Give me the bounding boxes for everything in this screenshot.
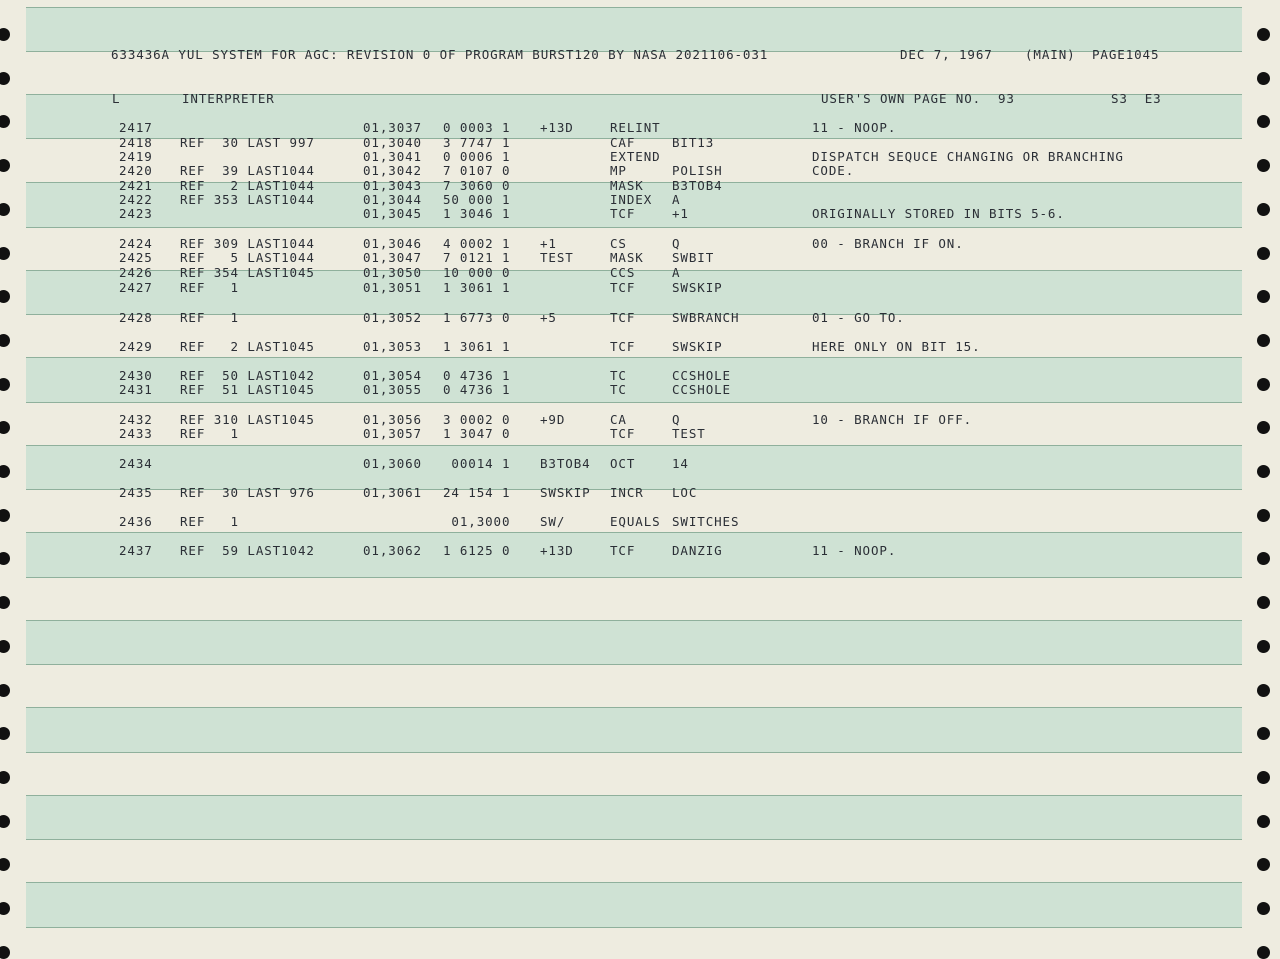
- header-title: 633436A YUL SYSTEM FOR AGC: REVISION 0 OF PROGRAM BURST120 BY NASA 2021106-031: [111, 47, 769, 62]
- listing-ref: REF 5 LAST1044: [180, 250, 315, 265]
- sprocket-hole-icon: [0, 727, 10, 740]
- sprocket-hole-icon: [1257, 552, 1270, 565]
- listing-comment: HERE ONLY ON BIT 15.: [812, 339, 981, 354]
- sprocket-hole-icon: [0, 290, 10, 303]
- listing-operand: CCSHOLE: [672, 368, 731, 383]
- listing-operand: TEST: [672, 426, 706, 441]
- listing-line: 2423: [119, 206, 153, 221]
- listing-operand: SWSKIP: [672, 280, 723, 295]
- listing-word: 4 0002 1: [443, 236, 511, 251]
- sprocket-hole-icon: [0, 334, 10, 347]
- listing-word: 7 0121 1: [443, 250, 511, 265]
- listing-addr: 01,3057: [363, 426, 422, 441]
- sprocket-hole-icon: [0, 28, 10, 41]
- listing-word: 1 6125 0: [443, 543, 511, 558]
- sprocket-hole-icon: [0, 771, 10, 784]
- sprocket-hole-icon: [0, 552, 10, 565]
- listing-word: 1 3047 0: [443, 426, 511, 441]
- listing-op: CS: [610, 236, 627, 251]
- sprocket-hole-icon: [0, 858, 10, 871]
- listing-word: 50 000 1: [443, 192, 511, 207]
- listing-line: 2428: [119, 310, 153, 325]
- listing-word: 24 154 1: [443, 485, 511, 500]
- listing-op: TC: [610, 382, 627, 397]
- listing-operand: B3TOB4: [672, 178, 723, 193]
- listing-ref: REF 353 LAST1044: [180, 192, 315, 207]
- listing-operand: SWBIT: [672, 250, 715, 265]
- listing-line: 2429: [119, 339, 153, 354]
- sprocket-hole-icon: [0, 465, 10, 478]
- sprocket-hole-icon: [0, 640, 10, 653]
- listing-label: B3TOB4: [540, 456, 591, 471]
- sprocket-hole-icon: [0, 378, 10, 391]
- sprocket-hole-icon: [1257, 72, 1270, 85]
- listing-addr: 01,3040: [363, 135, 422, 150]
- sprocket-hole-icon: [1257, 771, 1270, 784]
- listing-op: TCF: [610, 543, 636, 558]
- listing-op: CCS: [610, 265, 636, 280]
- listing-ref: REF 310 LAST1045: [180, 412, 315, 427]
- listing-ref: REF 39 LAST1044: [180, 163, 315, 178]
- listing-word: 0 0006 1: [443, 149, 511, 164]
- listing-operand: BIT13: [672, 135, 715, 150]
- listing-ref: REF 50 LAST1042: [180, 368, 315, 383]
- sprocket-hole-icon: [1257, 727, 1270, 740]
- sprocket-hole-icon: [0, 684, 10, 697]
- sprocket-hole-icon: [1257, 509, 1270, 522]
- listing-ref: REF 59 LAST1042: [180, 543, 315, 558]
- listing-addr: 01,3042: [363, 163, 422, 178]
- listing-label: TEST: [540, 250, 574, 265]
- listing-operand: SWITCHES: [672, 514, 740, 529]
- listing-operand: DANZIG: [672, 543, 723, 558]
- user-page-number: USER'S OWN PAGE NO. 93: [821, 91, 1015, 106]
- listing-word: 7 0107 0: [443, 163, 511, 178]
- listing-operand: CCSHOLE: [672, 382, 731, 397]
- listing-word: 0 4736 1: [443, 382, 511, 397]
- listing-op: TCF: [610, 310, 636, 325]
- sprocket-hole-icon: [0, 946, 10, 959]
- listing-addr: 01,3052: [363, 310, 422, 325]
- listing-word: 10 000 0: [443, 265, 511, 280]
- listing-word: 7 3060 0: [443, 178, 511, 193]
- sprocket-hole-icon: [0, 203, 10, 216]
- listing-addr: 01,3037: [363, 120, 422, 135]
- listing-addr: 01,3044: [363, 192, 422, 207]
- listing-op: TCF: [610, 280, 636, 295]
- sprocket-hole-icon: [0, 509, 10, 522]
- listing-label: +13D: [540, 543, 574, 558]
- listing-line: 2424: [119, 236, 153, 251]
- listing-word: 1 3046 1: [443, 206, 511, 221]
- section-name: INTERPRETER: [182, 91, 275, 106]
- sprocket-hole-icon: [0, 247, 10, 260]
- sprocket-hole-icon: [1257, 115, 1270, 128]
- listing-addr: 01,3060: [363, 456, 422, 471]
- listing-label: SWSKIP: [540, 485, 591, 500]
- green-bar-band: [26, 620, 1242, 665]
- sprocket-hole-icon: [0, 72, 10, 85]
- listing-label: +5: [540, 310, 557, 325]
- listing-addr: 01,3050: [363, 265, 422, 280]
- listing-op: INDEX: [610, 192, 653, 207]
- listing-line: 2426: [119, 265, 153, 280]
- listing-line: 2434: [119, 456, 153, 471]
- listing-label: +1: [540, 236, 557, 251]
- sprocket-hole-icon: [0, 115, 10, 128]
- sprocket-hole-icon: [0, 159, 10, 172]
- sprocket-hole-icon: [0, 421, 10, 434]
- listing-line: 2433: [119, 426, 153, 441]
- listing-ref: REF 1: [180, 310, 239, 325]
- listing-addr: 01,3055: [363, 382, 422, 397]
- listing-op: INCR: [610, 485, 644, 500]
- sprocket-hole-icon: [1257, 421, 1270, 434]
- sprocket-hole-icon: [1257, 159, 1270, 172]
- listing-comment: ORIGINALLY STORED IN BITS 5-6.: [812, 206, 1065, 221]
- listing-ref: REF 1: [180, 280, 239, 295]
- green-bar-band: [26, 7, 1242, 52]
- sprocket-hole-icon: [1257, 858, 1270, 871]
- listing-line: 2437: [119, 543, 153, 558]
- sprocket-hole-icon: [1257, 684, 1270, 697]
- listing-line: 2430: [119, 368, 153, 383]
- listing-line: 2436: [119, 514, 153, 529]
- listing-ref: REF 30 LAST 997: [180, 135, 315, 150]
- listing-addr: 01,3051: [363, 280, 422, 295]
- listing-op: TCF: [610, 339, 636, 354]
- listing-line: 2425: [119, 250, 153, 265]
- listing-operand: LOC: [672, 485, 698, 500]
- listing-addr: 01,3062: [363, 543, 422, 558]
- sprocket-hole-icon: [1257, 465, 1270, 478]
- listing-ref: REF 1: [180, 426, 239, 441]
- listing-line: 2418: [119, 135, 153, 150]
- listing-op: RELINT: [610, 120, 661, 135]
- listing-operand: A: [672, 265, 681, 280]
- header-date: DEC 7, 1967: [900, 47, 993, 62]
- header-page: PAGE1045: [1092, 47, 1160, 62]
- listing-operand: SWBRANCH: [672, 310, 740, 325]
- listing-comment: CODE.: [812, 163, 855, 178]
- listing-ref: REF 30 LAST 976: [180, 485, 315, 500]
- listing-op: CAF: [610, 135, 636, 150]
- listing-op: TCF: [610, 426, 636, 441]
- listing-addr: 01,3046: [363, 236, 422, 251]
- header-main: (MAIN): [1025, 47, 1076, 62]
- listing-ref: REF 354 LAST1045: [180, 265, 315, 280]
- listing-comment: 11 - NOOP.: [812, 543, 897, 558]
- green-bar-band: [26, 795, 1242, 840]
- listing-addr: 01,3045: [363, 206, 422, 221]
- listing-addr: 01,3041: [363, 149, 422, 164]
- listing-comment: 00 - BRANCH IF ON.: [812, 236, 964, 251]
- listing-operand: Q: [672, 236, 681, 251]
- listing-ref: REF 2 LAST1044: [180, 178, 315, 193]
- listing-word: 00014 1: [443, 456, 511, 471]
- listing-op: MASK: [610, 178, 644, 193]
- listing-word: 3 0002 0: [443, 412, 511, 427]
- listing-operand: A: [672, 192, 681, 207]
- green-bar-band: [26, 707, 1242, 753]
- listing-line: 2419: [119, 149, 153, 164]
- sprocket-hole-icon: [0, 902, 10, 915]
- sprocket-hole-icon: [1257, 247, 1270, 260]
- listing-line: 2422: [119, 192, 153, 207]
- sprocket-hole-icon: [0, 815, 10, 828]
- listing-ref: REF 1: [180, 514, 239, 529]
- listing-label: +13D: [540, 120, 574, 135]
- sprocket-hole-icon: [1257, 596, 1270, 609]
- listing-addr: 01,3043: [363, 178, 422, 193]
- sprocket-hole-icon: [1257, 902, 1270, 915]
- listing-line: 2420: [119, 163, 153, 178]
- listing-word: 1 6773 0: [443, 310, 511, 325]
- listing-comment: 11 - NOOP.: [812, 120, 897, 135]
- listing-operand: SWSKIP: [672, 339, 723, 354]
- listing-comment: DISPATCH SEQUCE CHANGING OR BRANCHING: [812, 149, 1124, 164]
- listing-addr: 01,3053: [363, 339, 422, 354]
- listing-word: 01,3000: [443, 514, 511, 529]
- listing-line: 2431: [119, 382, 153, 397]
- listing-operand: POLISH: [672, 163, 723, 178]
- listing-type: L: [112, 91, 121, 106]
- sprocket-hole-icon: [1257, 290, 1270, 303]
- listing-op: MP: [610, 163, 627, 178]
- listing-comment: 01 - GO TO.: [812, 310, 905, 325]
- listing-op: EQUALS: [610, 514, 661, 529]
- listing-op: OCT: [610, 456, 636, 471]
- listing-word: 0 0003 1: [443, 120, 511, 135]
- listing-addr: 01,3056: [363, 412, 422, 427]
- listing-ref: REF 2 LAST1045: [180, 339, 315, 354]
- listing-word: 1 3061 1: [443, 280, 511, 295]
- sprocket-hole-icon: [1257, 28, 1270, 41]
- listing-addr: 01,3047: [363, 250, 422, 265]
- listing-label: +9D: [540, 412, 566, 427]
- sprocket-hole-icon: [1257, 334, 1270, 347]
- listing-word: 3 7747 1: [443, 135, 511, 150]
- listing-line: 2421: [119, 178, 153, 193]
- listing-line: 2417: [119, 120, 153, 135]
- listing-line: 2427: [119, 280, 153, 295]
- listing-ref: REF 309 LAST1044: [180, 236, 315, 251]
- sprocket-hole-icon: [1257, 203, 1270, 216]
- listing-op: CA: [610, 412, 627, 427]
- sprocket-hole-icon: [1257, 815, 1270, 828]
- listing-addr: 01,3061: [363, 485, 422, 500]
- listing-op: TC: [610, 368, 627, 383]
- listing-operand: +1: [672, 206, 689, 221]
- listing-line: 2435: [119, 485, 153, 500]
- green-bar-band: [26, 882, 1242, 928]
- listing-addr: 01,3054: [363, 368, 422, 383]
- listing-word: 0 4736 1: [443, 368, 511, 383]
- listing-op: MASK: [610, 250, 644, 265]
- listing-operand: 14: [672, 456, 689, 471]
- listing-ref: REF 51 LAST1045: [180, 382, 315, 397]
- sprocket-hole-icon: [1257, 946, 1270, 959]
- listing-label: SW/: [540, 514, 566, 529]
- listing-comment: 10 - BRANCH IF OFF.: [812, 412, 973, 427]
- sprocket-hole-icon: [1257, 378, 1270, 391]
- listing-op: TCF: [610, 206, 636, 221]
- listing-word: 1 3061 1: [443, 339, 511, 354]
- sprocket-hole-icon: [0, 596, 10, 609]
- listing-line: 2432: [119, 412, 153, 427]
- page-codes: S3 E3: [1111, 91, 1162, 106]
- sprocket-hole-icon: [1257, 640, 1270, 653]
- listing-operand: Q: [672, 412, 681, 427]
- listing-op: EXTEND: [610, 149, 661, 164]
